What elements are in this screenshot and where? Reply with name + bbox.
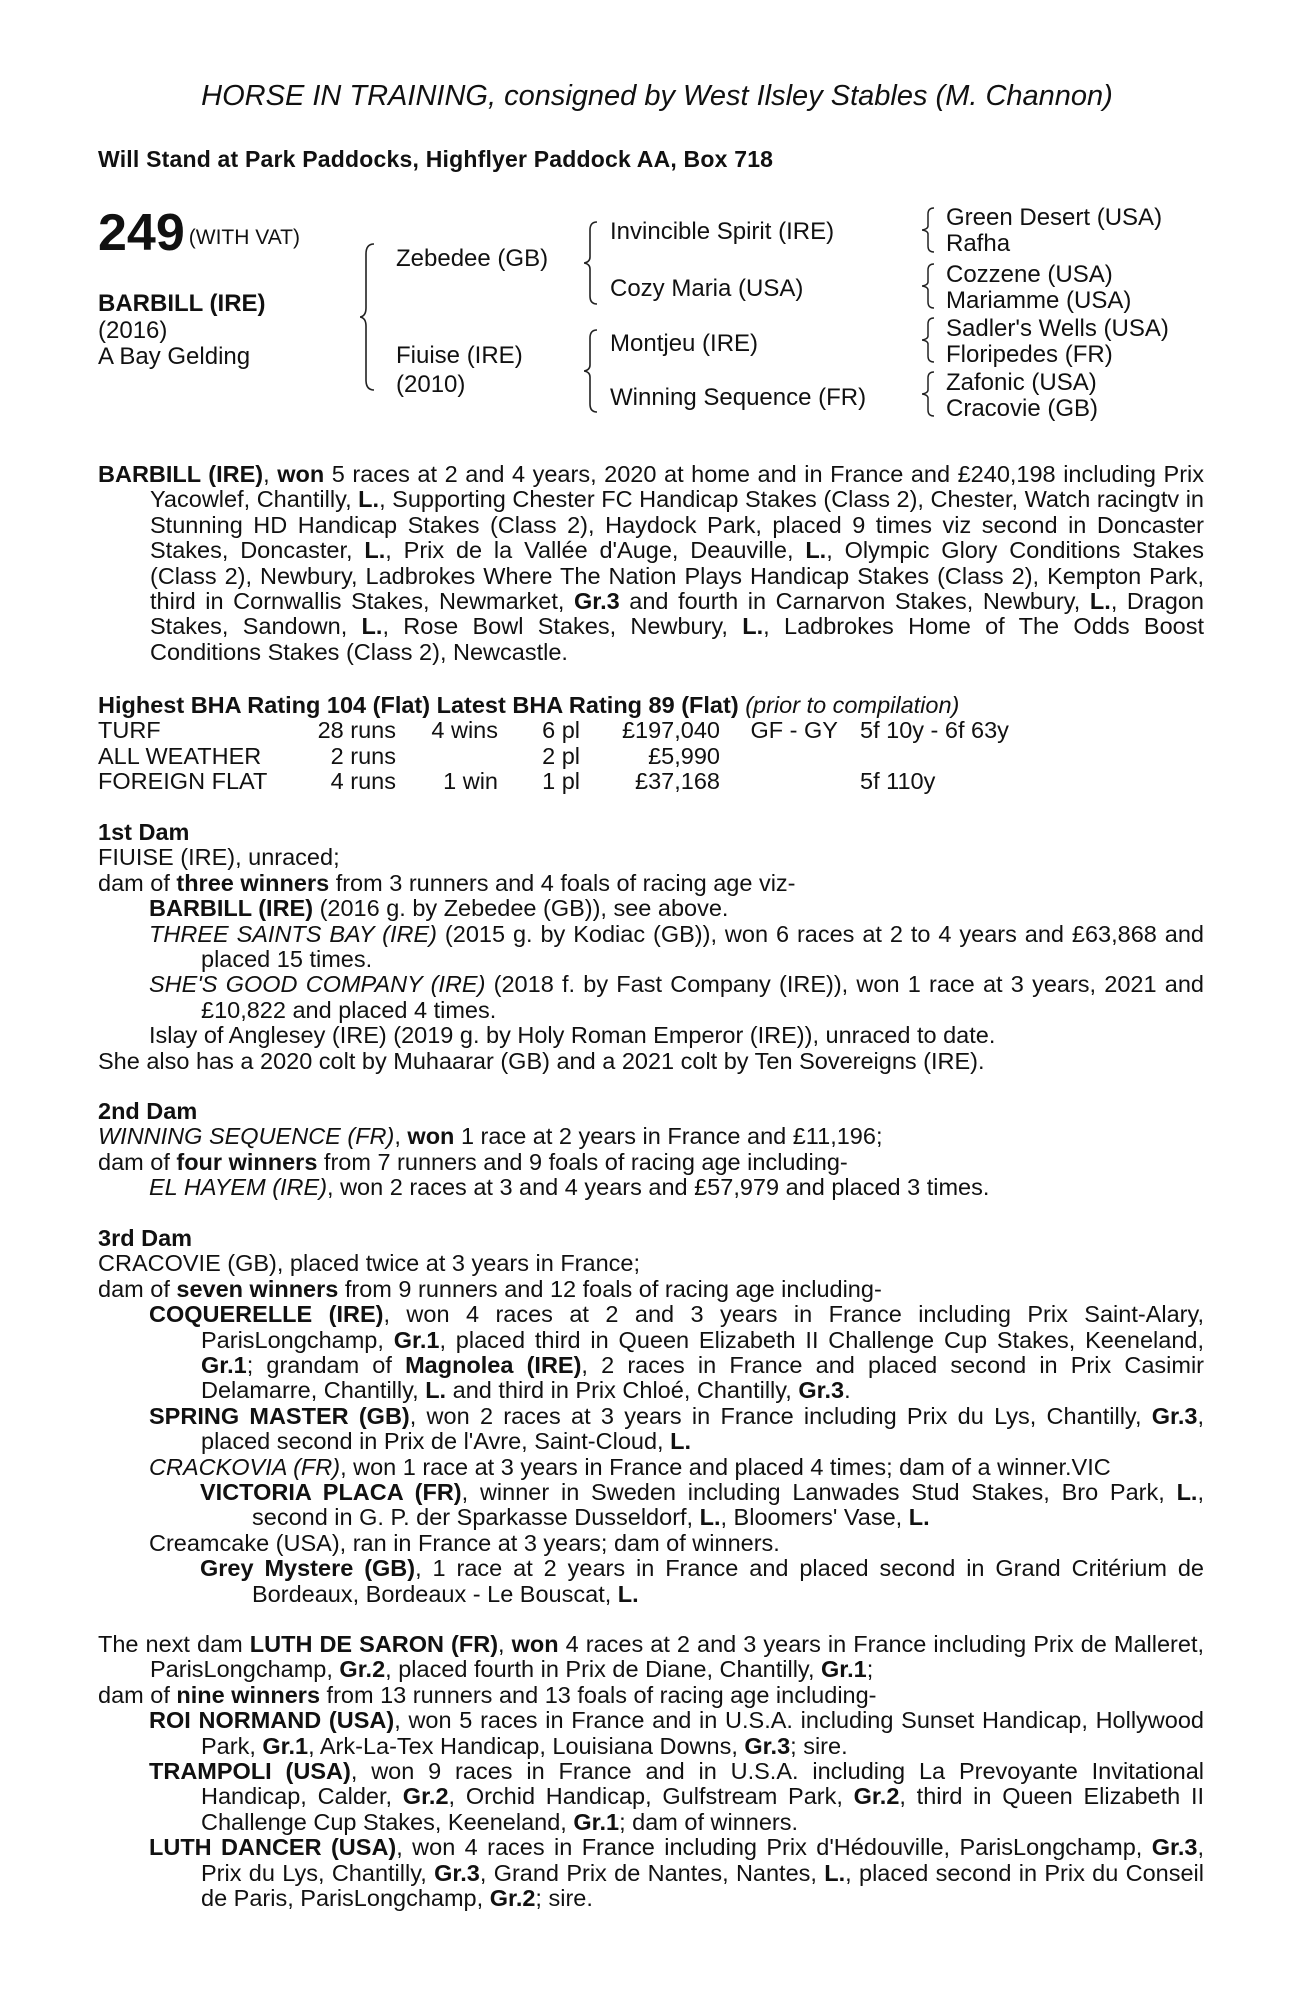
runs-cell: 28 runs	[317, 717, 396, 744]
next-dam-section	[98, 1632, 1204, 1911]
distance-cell: 5f 110y	[860, 768, 936, 795]
form-table	[98, 718, 1009, 794]
offspring-item: ROI NORMAND (USA), won 5 races in France and in U.S.A. including Sunset Handicap, Hollywood Park, Gr.1, Ark-La-Tex Handicap, Louisiana Downs, Gr.3; sire.	[149, 1707, 1204, 1759]
summary-horse-name: BARBILL (IRE)	[98, 461, 264, 487]
offspring-item: Creamcake (USA), ran in France at 3 years; dam of winners.	[149, 1529, 780, 1556]
lot-number: 249	[98, 204, 185, 262]
horse-description: A Bay Gelding	[98, 343, 251, 370]
stand-location: Will Stand at Park Paddocks, Highflyer Paddock AA, Box 718	[98, 146, 774, 172]
dam-line: WINNING SEQUENCE (FR), won 1 race at 2 years in France and £11,196;	[98, 1123, 883, 1150]
placed-cell: 2 pl	[542, 742, 580, 769]
dam-line: FIUISE (IRE), unraced;	[98, 844, 340, 871]
offspring-item: SHE'S GOOD COMPANY (IRE) (2018 f. by Fast Company (IRE)), won 1 race at 3 years, 2021 and £10,822 and placed 4 times.	[149, 971, 1204, 1023]
pedigree-dam-year: (2010)	[396, 371, 466, 398]
pedigree-g3-5: Sadler's Wells (USA)	[946, 315, 1169, 342]
pedigree-g3-8: Cracovie (GB)	[946, 395, 1099, 422]
rating-note: (prior to compilation)	[745, 692, 960, 718]
pedigree-g3-7: Zafonic (USA)	[946, 369, 1097, 396]
race-record-summary: BARBILL (IRE), won 5 races at 2 and 4 years, 2020 at home and in France and £240,198 including Prix Yacowlef, Chantilly, L., Supporting Chester FC Handicap Stakes (Class 2), Chester, Watch racingtv in Stunning HD Handicap Stakes (Class 2), Haydock Park, placed 9 times viz second in Doncaster Stakes, Doncaster, L., Prix de la Vallée d'Auge, Deauville, L., Olympic Glory Conditions Stakes (Class 2), Newbury, Ladbrokes Where The Nation Plays Handicap Stakes (Class 2), Kempton Park, third in Cornwallis Stakes, Newmarket, Gr.3 and fourth in Carnarvon Stakes, Newbury, L., Dragon Stakes, Sandown, L., Rose Bowl Stakes, Newbury, L., Ladbrokes Home of The Odds Boost Conditions Stakes (Class 2), Newcastle.	[98, 461, 1205, 665]
offspring-item: BARBILL (IRE) (2016 g. by Zebedee (GB)), see above.	[149, 895, 729, 922]
listed-tag: L.	[1089, 588, 1111, 615]
offspring-item: TRAMPOLI (USA), won 9 races in France and in U.S.A. including La Prevoyante Invitational Handicap, Calder, Gr.2, Orchid Handicap, Gulfstream Park, Gr.2, third in Queen Elizabeth II Challenge Cup Stakes, Keeneland, Gr.1; dam of winners.	[149, 1758, 1205, 1835]
summary-text-7: , Rose Bowl Stakes, Newbury,	[382, 613, 743, 640]
wins-cell: 4 wins	[431, 717, 498, 744]
pedigree-g3-6: Floripedes (FR)	[946, 341, 1113, 368]
section-heading: 1st Dam	[98, 819, 190, 845]
table-row	[98, 744, 1009, 769]
distance-cell: 5f 10y - 6f 63y	[860, 717, 1009, 744]
going-cell	[720, 744, 838, 769]
earnings-cell: £5,990	[648, 742, 720, 769]
table-row	[98, 769, 1009, 794]
dam-produce-line: dam of nine winners from 13 runners and 13 foals of racing age including-	[98, 1681, 877, 1708]
table-row	[98, 718, 1009, 743]
summary-text-3: , Prix de la Vallée d'Auge, Deauville,	[385, 537, 806, 564]
pedigree-brace-sire	[584, 220, 602, 306]
dam-produce-line: dam of three winners from 3 runners and 4 foals of racing age viz-	[98, 869, 796, 896]
listed-tag: L.	[805, 537, 827, 564]
page-title: HORSE IN TRAINING, consigned by West Ilsley Stables (M. Channon)	[201, 80, 1113, 112]
summary-won: won	[277, 461, 325, 487]
offspring-item: SPRING MASTER (GB), won 2 races at 3 years in France including Prix du Lys, Chantilly, Gr.3, placed second in Prix de l'Avre, Saint-Cloud, L.	[149, 1402, 1205, 1455]
section-heading: 2nd Dam	[98, 1098, 198, 1124]
offspring-item: THREE SAINTS BAY (IRE) (2015 g. by Kodiac (GB)), won 6 races at 2 to 4 years and £63,868 and placed 15 times.	[149, 920, 1204, 973]
earnings-cell: £197,040	[621, 717, 720, 744]
pedigree-brace-g3b	[922, 262, 938, 310]
lot-number-block	[98, 205, 300, 266]
summary-text-6: , Dragon Stakes, Sandown,	[150, 588, 1204, 640]
pedigree-brace-g3c	[922, 316, 938, 364]
pedigree-sire: Zebedee (GB)	[396, 245, 549, 272]
third-dam-section	[98, 1226, 1204, 1607]
listed-tag: L.	[364, 537, 386, 564]
earnings-cell: £37,168	[635, 768, 720, 795]
section-heading: 3rd Dam	[98, 1225, 193, 1251]
offspring-item: Islay of Anglesey (IRE) (2019 g. by Holy Roman Emperor (IRE)), unraced to date.	[149, 1022, 996, 1049]
pedigree-brace-gen1	[360, 242, 380, 392]
second-dam-section	[98, 1099, 1204, 1201]
grand-offspring-item: VICTORIA PLACA (FR), winner in Sweden including Lanwades Stud Stakes, Bro Park, L., second in G. P. der Sparkasse Dusseldorf, L., Bloomers' Vase, L.	[200, 1479, 1204, 1531]
pedigree-g3-4: Mariamme (USA)	[946, 287, 1132, 314]
pedigree-dam-dam: Winning Sequence (FR)	[610, 384, 867, 411]
group-tag: Gr.3	[573, 588, 620, 615]
first-dam-section	[98, 820, 1204, 1074]
runs-cell: 2 runs	[330, 742, 396, 769]
dam-produce-line: dam of four winners from 7 runners and 9 foals of racing age including-	[98, 1148, 848, 1175]
offspring-item: COQUERELLE (IRE), won 4 races at 2 and 3 years in France including Prix Saint-Alary, ParisLongchamp, Gr.1, placed third in Queen Elizabeth II Challenge Cup Stakes, Keeneland, Gr.1; grandam of Magnolea (IRE), 2 races in France and placed second in Prix Casimir Delamarre, Chantilly, L. and third in Prix Chloé, Chantilly, Gr.3.	[149, 1301, 1205, 1404]
summary-text-2: , Supporting Chester FC Handicap Stakes (Class 2), Chester, Watch racingtv in Stunning HD Handicap Stakes (Class 2), Haydock Park, placed 9 times viz second in Doncaster Stakes, Doncaster,	[150, 486, 1204, 564]
horse-name: BARBILL (IRE)	[98, 290, 266, 317]
pedigree-dam: Fiuise (IRE)	[396, 342, 523, 369]
going-cell: GF - GY	[750, 717, 838, 744]
pedigree-brace-dam	[584, 328, 602, 414]
listed-tag: L.	[742, 613, 764, 640]
listed-tag: L.	[361, 613, 383, 640]
placed-cell: 6 pl	[542, 717, 580, 744]
dam-line: The next dam LUTH DE SARON (FR), won 4 races at 2 and 3 years in France including Prix de Malleret, ParisLongchamp, Gr.2, placed fourth in Prix de Diane, Chantilly, Gr.1;	[98, 1631, 1205, 1683]
pedigree-g3-2: Rafha	[946, 230, 1011, 257]
vat-label: (WITH VAT)	[188, 226, 300, 249]
listed-tag: L.	[358, 486, 380, 513]
surface-cell: FOREIGN FLAT	[98, 768, 268, 795]
dam-note: She also has a 2020 colt by Muhaarar (GB) and a 2021 colt by Ten Sovereigns (IRE).	[98, 1047, 985, 1074]
surface-cell: ALL WEATHER	[98, 742, 262, 769]
pedigree-brace-g3a	[922, 206, 938, 254]
summary-text-5: and fourth in Carnarvon Stakes, Newbury,	[619, 588, 1090, 615]
pedigree-dam-sire: Montjeu (IRE)	[610, 330, 759, 357]
grand-offspring-item: Grey Mystere (GB), 1 race at 2 years in France and placed second in Grand Critérium de Bordeaux, Bordeaux - Le Bouscat, L.	[200, 1555, 1204, 1607]
offspring-item: EL HAYEM (IRE), won 2 races at 3 and 4 years and £57,979 and placed 3 times.	[149, 1174, 990, 1201]
offspring-item: CRACKOVIA (FR), won 1 race at 3 years in France and placed 4 times; dam of a winner.VIC	[149, 1453, 1111, 1480]
offspring-item: LUTH DANCER (USA), won 4 races in France including Prix d'Hédouville, ParisLongchamp, Gr.3, Prix du Lys, Chantilly, Gr.3, Grand Prix de Nantes, Nantes, L., placed second in Prix du Conseil de Paris, ParisLongchamp, Gr.2; sire.	[149, 1834, 1204, 1912]
distance-cell	[838, 744, 1009, 769]
surface-cell: TURF	[98, 717, 161, 744]
summary-text-1: 5 races at 2 and 4 years, 2020 at home and in France and £240,198 including Prix Yacowlef, Chantilly,	[150, 461, 1204, 513]
dam-produce-line: dam of seven winners from 9 runners and 12 foals of racing age including-	[98, 1275, 882, 1302]
runs-cell: 4 runs	[330, 768, 396, 795]
highest-rating: Highest BHA Rating 104 (Flat)	[98, 692, 431, 718]
summary-text-8: , Ladbrokes Home of The Odds Boost Conditions Stakes (Class 2), Newcastle.	[150, 613, 1205, 665]
placed-cell: 1 pl	[542, 768, 580, 795]
summary-text-4: , Olympic Glory Conditions Stakes (Class 2), Newbury, Ladbrokes Where The Nation Plays Handicap Stakes (Class 2), Kempton Park, third in Cornwallis Stakes, Newmarket,	[150, 537, 1204, 615]
ratings-block	[98, 693, 1204, 795]
pedigree-brace-g3d	[922, 370, 938, 418]
going-cell	[720, 769, 838, 794]
pedigree-g3-1: Green Desert (USA)	[946, 204, 1163, 231]
pedigree-sire-sire: Invincible Spirit (IRE)	[610, 218, 835, 245]
pedigree-sire-dam: Cozy Maria (USA)	[610, 275, 804, 302]
latest-rating: Latest BHA Rating 89 (Flat)	[436, 692, 739, 718]
pedigree-g3-3: Cozzene (USA)	[946, 261, 1113, 288]
horse-year: (2016)	[98, 317, 168, 344]
wins-cell: 1 win	[443, 768, 498, 795]
wins-cell	[396, 744, 498, 769]
dam-line: CRACOVIE (GB), placed twice at 3 years in France;	[98, 1250, 640, 1277]
